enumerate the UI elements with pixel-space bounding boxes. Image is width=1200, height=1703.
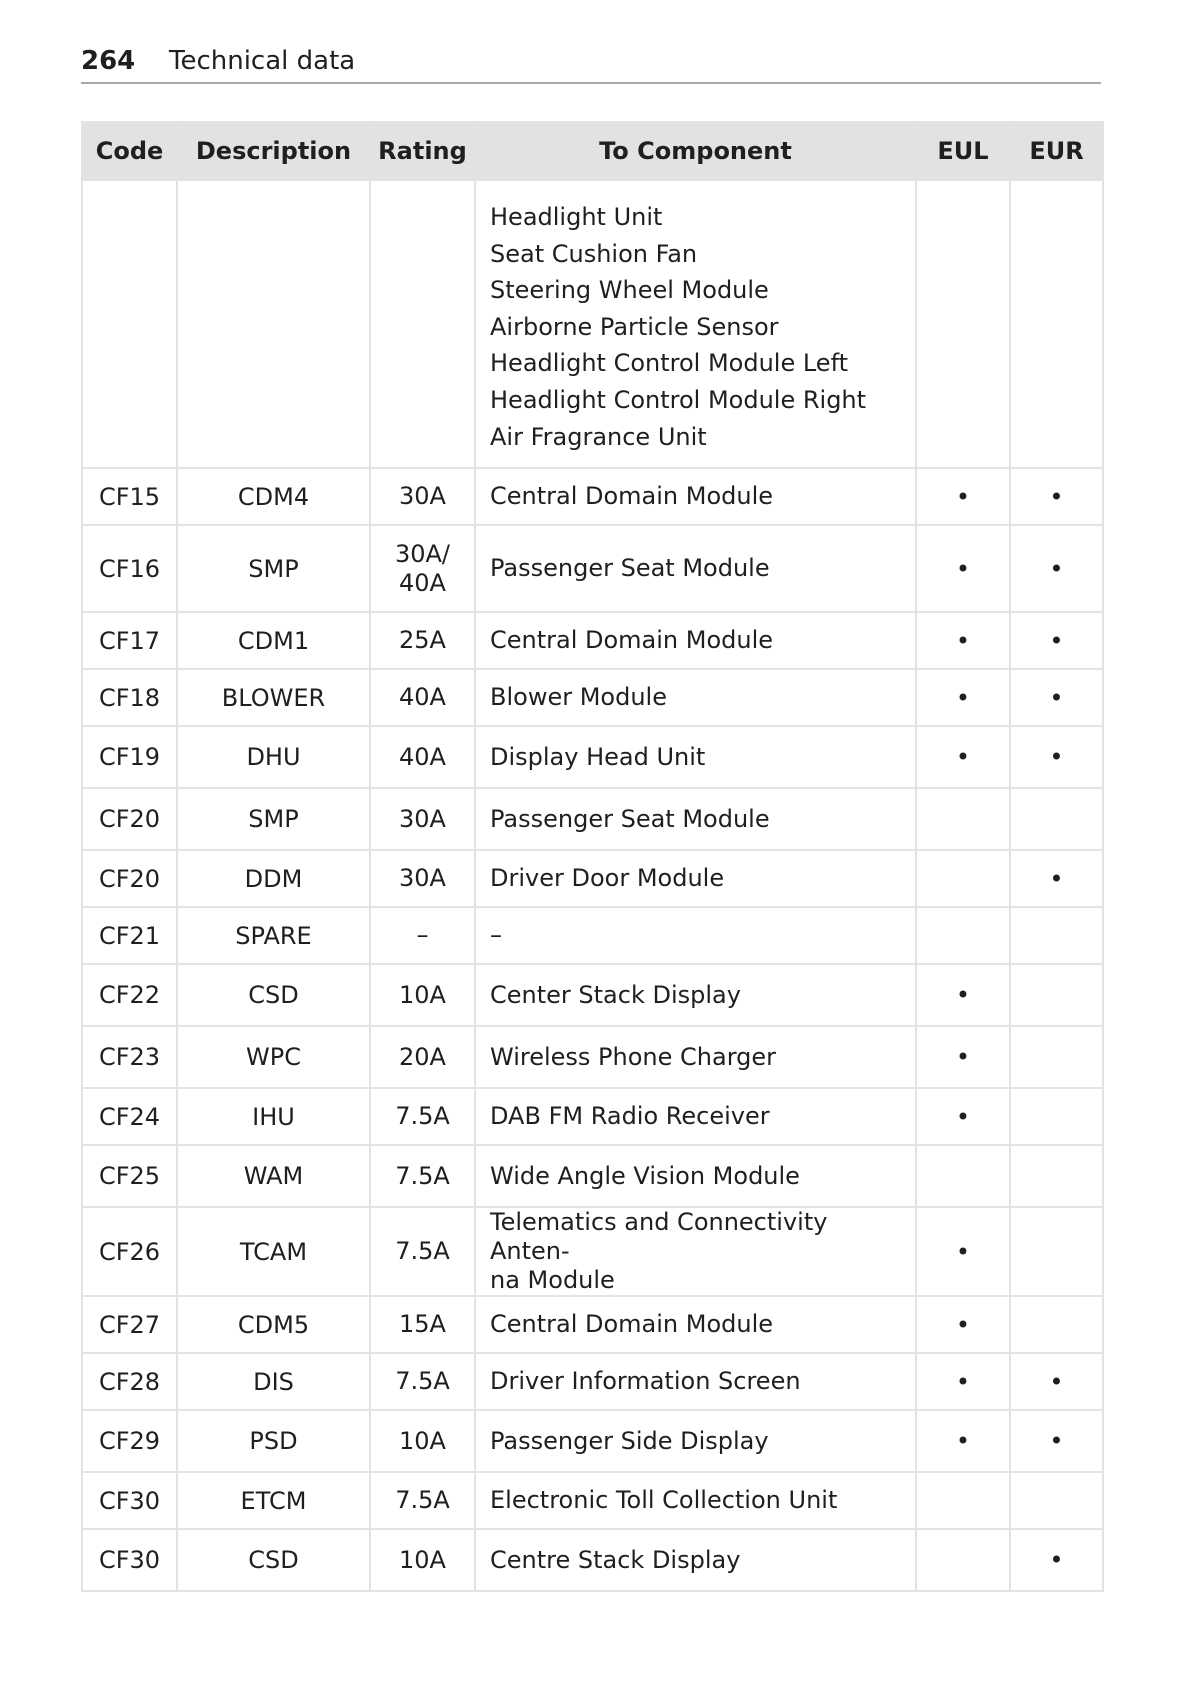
description-cell: ETCM (177, 1472, 370, 1529)
eur-cell (1010, 788, 1103, 850)
description-cell: CDM4 (177, 468, 370, 525)
eur-cell (1010, 1207, 1103, 1296)
eul-cell (916, 1145, 1010, 1207)
rating-cell (370, 180, 475, 468)
table-row (82, 612, 1103, 669)
table-row (82, 1088, 1103, 1145)
rating-cell: 7.5A (370, 1353, 475, 1410)
eur-cell: • (1010, 525, 1103, 612)
component-cell: Telematics and Connectivity Anten- na Module (475, 1207, 916, 1296)
page-number: 264 (81, 46, 136, 76)
code-cell: CF22 (82, 964, 177, 1026)
eur-cell (1010, 907, 1103, 964)
column-header-eul: EUL (916, 122, 1010, 180)
description-cell: DIS (177, 1353, 370, 1410)
rating-cell: 15A (370, 1296, 475, 1353)
rating-cell: 10A (370, 964, 475, 1026)
column-header-rating: Rating (370, 122, 475, 180)
eur-cell: • (1010, 726, 1103, 788)
eul-cell: • (916, 726, 1010, 788)
eul-cell: • (916, 1353, 1010, 1410)
eul-cell (916, 1529, 1010, 1591)
code-cell: CF24 (82, 1088, 177, 1145)
fuse-table (81, 121, 1104, 1592)
description-cell: DHU (177, 726, 370, 788)
table-row (82, 1207, 1103, 1296)
rating-cell: 7.5A (370, 1207, 475, 1296)
table-row (82, 1296, 1103, 1353)
component-cell: DAB FM Radio Receiver (475, 1088, 916, 1145)
table-row (82, 1353, 1103, 1410)
rating-cell: 10A (370, 1410, 475, 1472)
component-cell: Central Domain Module (475, 612, 916, 669)
rating-cell: 40A (370, 669, 475, 726)
code-cell: CF20 (82, 788, 177, 850)
eur-cell: • (1010, 1353, 1103, 1410)
component-cell: Centre Stack Display (475, 1529, 916, 1591)
table-header-row (82, 122, 1103, 180)
table-row (82, 525, 1103, 612)
description-cell: DDM (177, 850, 370, 907)
code-cell: CF25 (82, 1145, 177, 1207)
column-header-eur: EUR (1010, 122, 1103, 180)
rating-cell: 30A (370, 788, 475, 850)
code-cell (82, 180, 177, 468)
table-row (82, 1472, 1103, 1529)
eur-cell: • (1010, 468, 1103, 525)
continuation-row (82, 180, 1103, 468)
table-row (82, 1410, 1103, 1472)
description-cell: WPC (177, 1026, 370, 1088)
description-cell: SPARE (177, 907, 370, 964)
rating-cell: – (370, 907, 475, 964)
component-cell: Central Domain Module (475, 1296, 916, 1353)
code-cell: CF27 (82, 1296, 177, 1353)
eul-cell (916, 788, 1010, 850)
table-row (82, 788, 1103, 850)
table-row (82, 1529, 1103, 1591)
code-cell: CF26 (82, 1207, 177, 1296)
eul-cell (916, 907, 1010, 964)
eul-cell (916, 850, 1010, 907)
eur-cell: • (1010, 669, 1103, 726)
rating-cell: 7.5A (370, 1088, 475, 1145)
eul-cell: • (916, 669, 1010, 726)
code-cell: CF18 (82, 669, 177, 726)
eul-cell: • (916, 1026, 1010, 1088)
component-list-item: Headlight Unit (490, 203, 663, 231)
description-cell: CSD (177, 1529, 370, 1591)
rating-cell: 10A (370, 1529, 475, 1591)
component-cell: Center Stack Display (475, 964, 916, 1026)
eul-cell: • (916, 1410, 1010, 1472)
eul-cell (916, 180, 1010, 468)
table-row (82, 1145, 1103, 1207)
page-header (81, 44, 1101, 84)
table-row (82, 907, 1103, 964)
eur-cell: • (1010, 612, 1103, 669)
description-cell: CDM1 (177, 612, 370, 669)
component-cell: Wireless Phone Charger (475, 1026, 916, 1088)
table-row (82, 964, 1103, 1026)
eur-cell (1010, 1026, 1103, 1088)
table-row (82, 468, 1103, 525)
component-cell: Driver Information Screen (475, 1353, 916, 1410)
component-cell: Driver Door Module (475, 850, 916, 907)
rating-cell: 40A (370, 726, 475, 788)
component-list-item: Headlight Control Module Left (490, 349, 849, 378)
component-cell: Central Domain Module (475, 468, 916, 525)
description-cell: CSD (177, 964, 370, 1026)
code-cell: CF21 (82, 907, 177, 964)
continuation-component-list (490, 181, 901, 467)
code-cell: CF15 (82, 468, 177, 525)
eur-cell: • (1010, 850, 1103, 907)
rating-cell: 7.5A (370, 1472, 475, 1529)
component-cell: Passenger Seat Module (475, 525, 916, 612)
eul-cell: • (916, 964, 1010, 1026)
component-list-item: Steering Wheel Module (490, 276, 769, 305)
header-divider (81, 82, 1101, 84)
component-cell: Wide Angle Vision Module (475, 1145, 916, 1207)
eul-cell: • (916, 1207, 1010, 1296)
code-cell: CF23 (82, 1026, 177, 1088)
rating-cell: 25A (370, 612, 475, 669)
table-row (82, 726, 1103, 788)
component-cell: Passenger Side Display (475, 1410, 916, 1472)
component-cell (475, 180, 916, 468)
component-list-item: Headlight Control Module Right (490, 385, 867, 414)
component-cell: Electronic Toll Collection Unit (475, 1472, 916, 1529)
column-header-code: Code (82, 122, 177, 180)
eur-cell (1010, 180, 1103, 468)
rating-cell: 30A (370, 850, 475, 907)
component-cell: Blower Module (475, 669, 916, 726)
eur-cell (1010, 964, 1103, 1026)
column-header-to-component: To Component (475, 122, 916, 180)
description-cell: SMP (177, 788, 370, 850)
eur-cell (1010, 1472, 1103, 1529)
code-cell: CF20 (82, 850, 177, 907)
table-row (82, 669, 1103, 726)
description-cell: CDM5 (177, 1296, 370, 1353)
rating-cell: 30A (370, 468, 475, 525)
eul-cell: • (916, 525, 1010, 612)
component-cell: Display Head Unit (475, 726, 916, 788)
code-cell: CF30 (82, 1529, 177, 1591)
component-list-item: Air Fragrance Unit (490, 422, 707, 451)
description-cell: BLOWER (177, 669, 370, 726)
rating-cell: 20A (370, 1026, 475, 1088)
component-list-item: Seat Cushion Fan (490, 239, 698, 268)
rating-cell: 30A/ 40A (370, 525, 475, 612)
eul-cell: • (916, 1296, 1010, 1353)
code-cell: CF30 (82, 1472, 177, 1529)
eul-cell: • (916, 1088, 1010, 1145)
component-list-item: Airborne Particle Sensor (490, 312, 779, 341)
description-cell: IHU (177, 1088, 370, 1145)
eul-cell: • (916, 612, 1010, 669)
code-cell: CF28 (82, 1353, 177, 1410)
description-cell: WAM (177, 1145, 370, 1207)
description-cell: TCAM (177, 1207, 370, 1296)
code-cell: CF17 (82, 612, 177, 669)
description-cell (177, 180, 370, 468)
description-cell: PSD (177, 1410, 370, 1472)
code-cell: CF16 (82, 525, 177, 612)
component-cell: Passenger Seat Module (475, 788, 916, 850)
eur-cell: • (1010, 1410, 1103, 1472)
eul-cell: • (916, 468, 1010, 525)
eur-cell (1010, 1145, 1103, 1207)
column-header-description: Description (177, 122, 370, 180)
table-row (82, 1026, 1103, 1088)
code-cell: CF29 (82, 1410, 177, 1472)
eul-cell (916, 1472, 1010, 1529)
eur-cell (1010, 1296, 1103, 1353)
description-cell: SMP (177, 525, 370, 612)
eur-cell: • (1010, 1529, 1103, 1591)
section-title: Technical data (169, 46, 356, 76)
rating-cell: 7.5A (370, 1145, 475, 1207)
table-row (82, 850, 1103, 907)
code-cell: CF19 (82, 726, 177, 788)
eur-cell (1010, 1088, 1103, 1145)
component-cell: – (475, 907, 916, 964)
